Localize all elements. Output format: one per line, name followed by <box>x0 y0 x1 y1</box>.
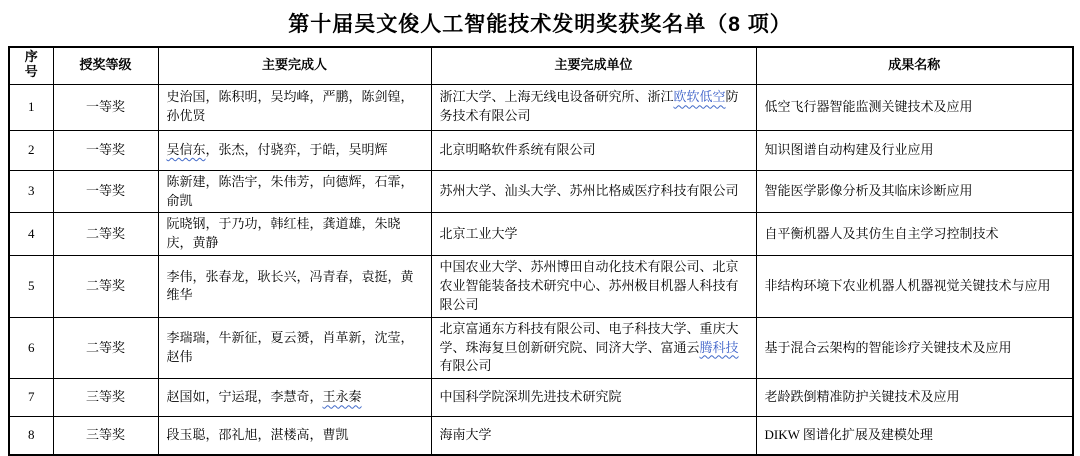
cell-no: 4 <box>9 213 53 256</box>
cell-result-name: 智能医学影像分析及其临床诊断应用 <box>756 170 1073 213</box>
cell-result-name: 非结构环境下农业机器人机器视觉关键技术与应用 <box>756 256 1073 318</box>
text-segment: 史治国，陈积明，吴均峰，严鹏，陈剑锽，孙优贤 <box>166 89 414 124</box>
cell-units <box>431 130 756 170</box>
cell-people <box>158 417 431 455</box>
table-row <box>9 130 1073 170</box>
cell-award-level: 一等奖 <box>53 170 158 213</box>
text-segment: 苏州大学、汕头大学、苏州比格威医疗科技有限公司 <box>439 183 739 199</box>
text-segment: 有限公司 <box>439 358 492 374</box>
cell-units <box>431 317 756 379</box>
cell-award-level: 二等奖 <box>53 256 158 318</box>
text-segment: 李瑞瑞，牛新征，夏云赟，肖革新，沈莹，赵伟 <box>166 330 414 364</box>
column-header-no <box>9 47 53 84</box>
table-body <box>9 84 1073 454</box>
table-row <box>9 213 1073 256</box>
cell-no: 3 <box>9 170 53 213</box>
cell-units <box>431 256 756 318</box>
table-row <box>9 317 1073 379</box>
text-segment: 赵国如，宁运琨，李慧奇， <box>166 389 323 405</box>
marked-text-segment: 吴信东 <box>166 141 206 157</box>
table-row <box>9 84 1073 130</box>
cell-award-level: 三等奖 <box>53 417 158 455</box>
cell-units <box>431 213 756 256</box>
column-header-level <box>53 47 158 84</box>
column-header-label: 主要完成单位 <box>554 57 633 73</box>
cell-people <box>158 213 431 256</box>
header-row <box>9 47 1073 84</box>
cell-no: 7 <box>9 379 53 417</box>
page-title: 第十届吴文俊人工智能技术发明奖获奖名单（8 项） <box>288 13 792 36</box>
cell-units <box>431 379 756 417</box>
text-segment: 李伟，张春龙，耿长兴，冯青春，袁挺，黄维华 <box>166 268 414 303</box>
text-segment: 北京工业大学 <box>439 225 518 241</box>
text-segment: 北京富通东方科技有限公司、电子科技大学、重庆大学、珠海复旦创新研究院、同济大学、富通云 <box>439 320 739 355</box>
cell-award-level: 二等奖 <box>53 317 158 379</box>
marked-text-segment: 王永秦 <box>322 389 362 405</box>
awards-table <box>8 46 1074 456</box>
text-segment: 段玉聪，邵礼旭，湛楼高，曹凯 <box>166 427 349 443</box>
column-header-result <box>756 47 1073 84</box>
cell-no: 1 <box>9 84 53 130</box>
cell-people <box>158 256 431 318</box>
cell-no: 2 <box>9 130 53 170</box>
cell-units <box>431 84 756 130</box>
text-segment: 阮晓钢，于乃功，韩红桂，龚道雄，朱晓庆，黄静 <box>166 216 401 251</box>
text-segment: 中国农业大学、苏州博田自动化技术有限公司、北京农业智能装备技术研究中心、苏州极目机器人科技有限公司 <box>439 259 739 312</box>
cell-units <box>431 170 756 213</box>
cell-result-name: DIKW 图谱化扩展及建模处理 <box>756 417 1073 455</box>
cell-no: 8 <box>9 417 53 455</box>
text-segment: 海南大学 <box>439 427 492 443</box>
cell-result-name: 低空飞行器智能监测关键技术及应用 <box>756 84 1073 130</box>
table-row <box>9 379 1073 417</box>
table-row <box>9 170 1073 213</box>
text-segment: ，张杰，付骁弈，于皓，吴明辉 <box>205 141 388 157</box>
text-segment: 防务技术有限公司 <box>439 89 739 124</box>
cell-result-name: 自平衡机器人及其仿生自主学习控制技术 <box>756 213 1073 256</box>
column-header-label: 成果名称 <box>888 57 941 73</box>
column-header-label: 授奖等级 <box>79 57 132 73</box>
cell-award-level: 一等奖 <box>53 130 158 170</box>
cell-people <box>158 84 431 130</box>
table-header <box>9 47 1073 84</box>
cell-no: 5 <box>9 256 53 318</box>
column-header-label: 主要完成人 <box>261 57 327 73</box>
cell-award-level: 三等奖 <box>53 379 158 417</box>
cell-result-name: 知识图谱自动构建及行业应用 <box>756 130 1073 170</box>
column-header-label: 序号 <box>24 49 38 79</box>
cell-award-level: 二等奖 <box>53 213 158 256</box>
cell-no: 6 <box>9 317 53 379</box>
cell-units <box>431 417 756 455</box>
text-segment: 中国科学院深圳先进技术研究院 <box>439 389 622 405</box>
table-row <box>9 256 1073 318</box>
column-header-units <box>431 47 756 84</box>
cell-people <box>158 317 431 379</box>
table-row <box>9 417 1073 455</box>
text-segment: 北京明略软件系统有限公司 <box>439 141 596 157</box>
marked-text-segment[interactable]: 欧软低空 <box>673 89 726 105</box>
text-segment: 浙江大学、上海无线电设备研究所、浙江 <box>439 89 674 105</box>
cell-people <box>158 130 431 170</box>
cell-people <box>158 170 431 213</box>
text-segment: 陈新建，陈浩宇，朱伟芳，向德辉，石霏，俞凯 <box>166 173 414 208</box>
marked-text-segment[interactable]: 腾科技 <box>699 339 739 355</box>
cell-result-name: 老龄跌倒精准防护关键技术及应用 <box>756 379 1073 417</box>
cell-award-level: 一等奖 <box>53 84 158 130</box>
cell-people <box>158 379 431 417</box>
column-header-people <box>158 47 431 84</box>
cell-result-name: 基于混合云架构的智能诊疗关键技术及应用 <box>756 317 1073 379</box>
